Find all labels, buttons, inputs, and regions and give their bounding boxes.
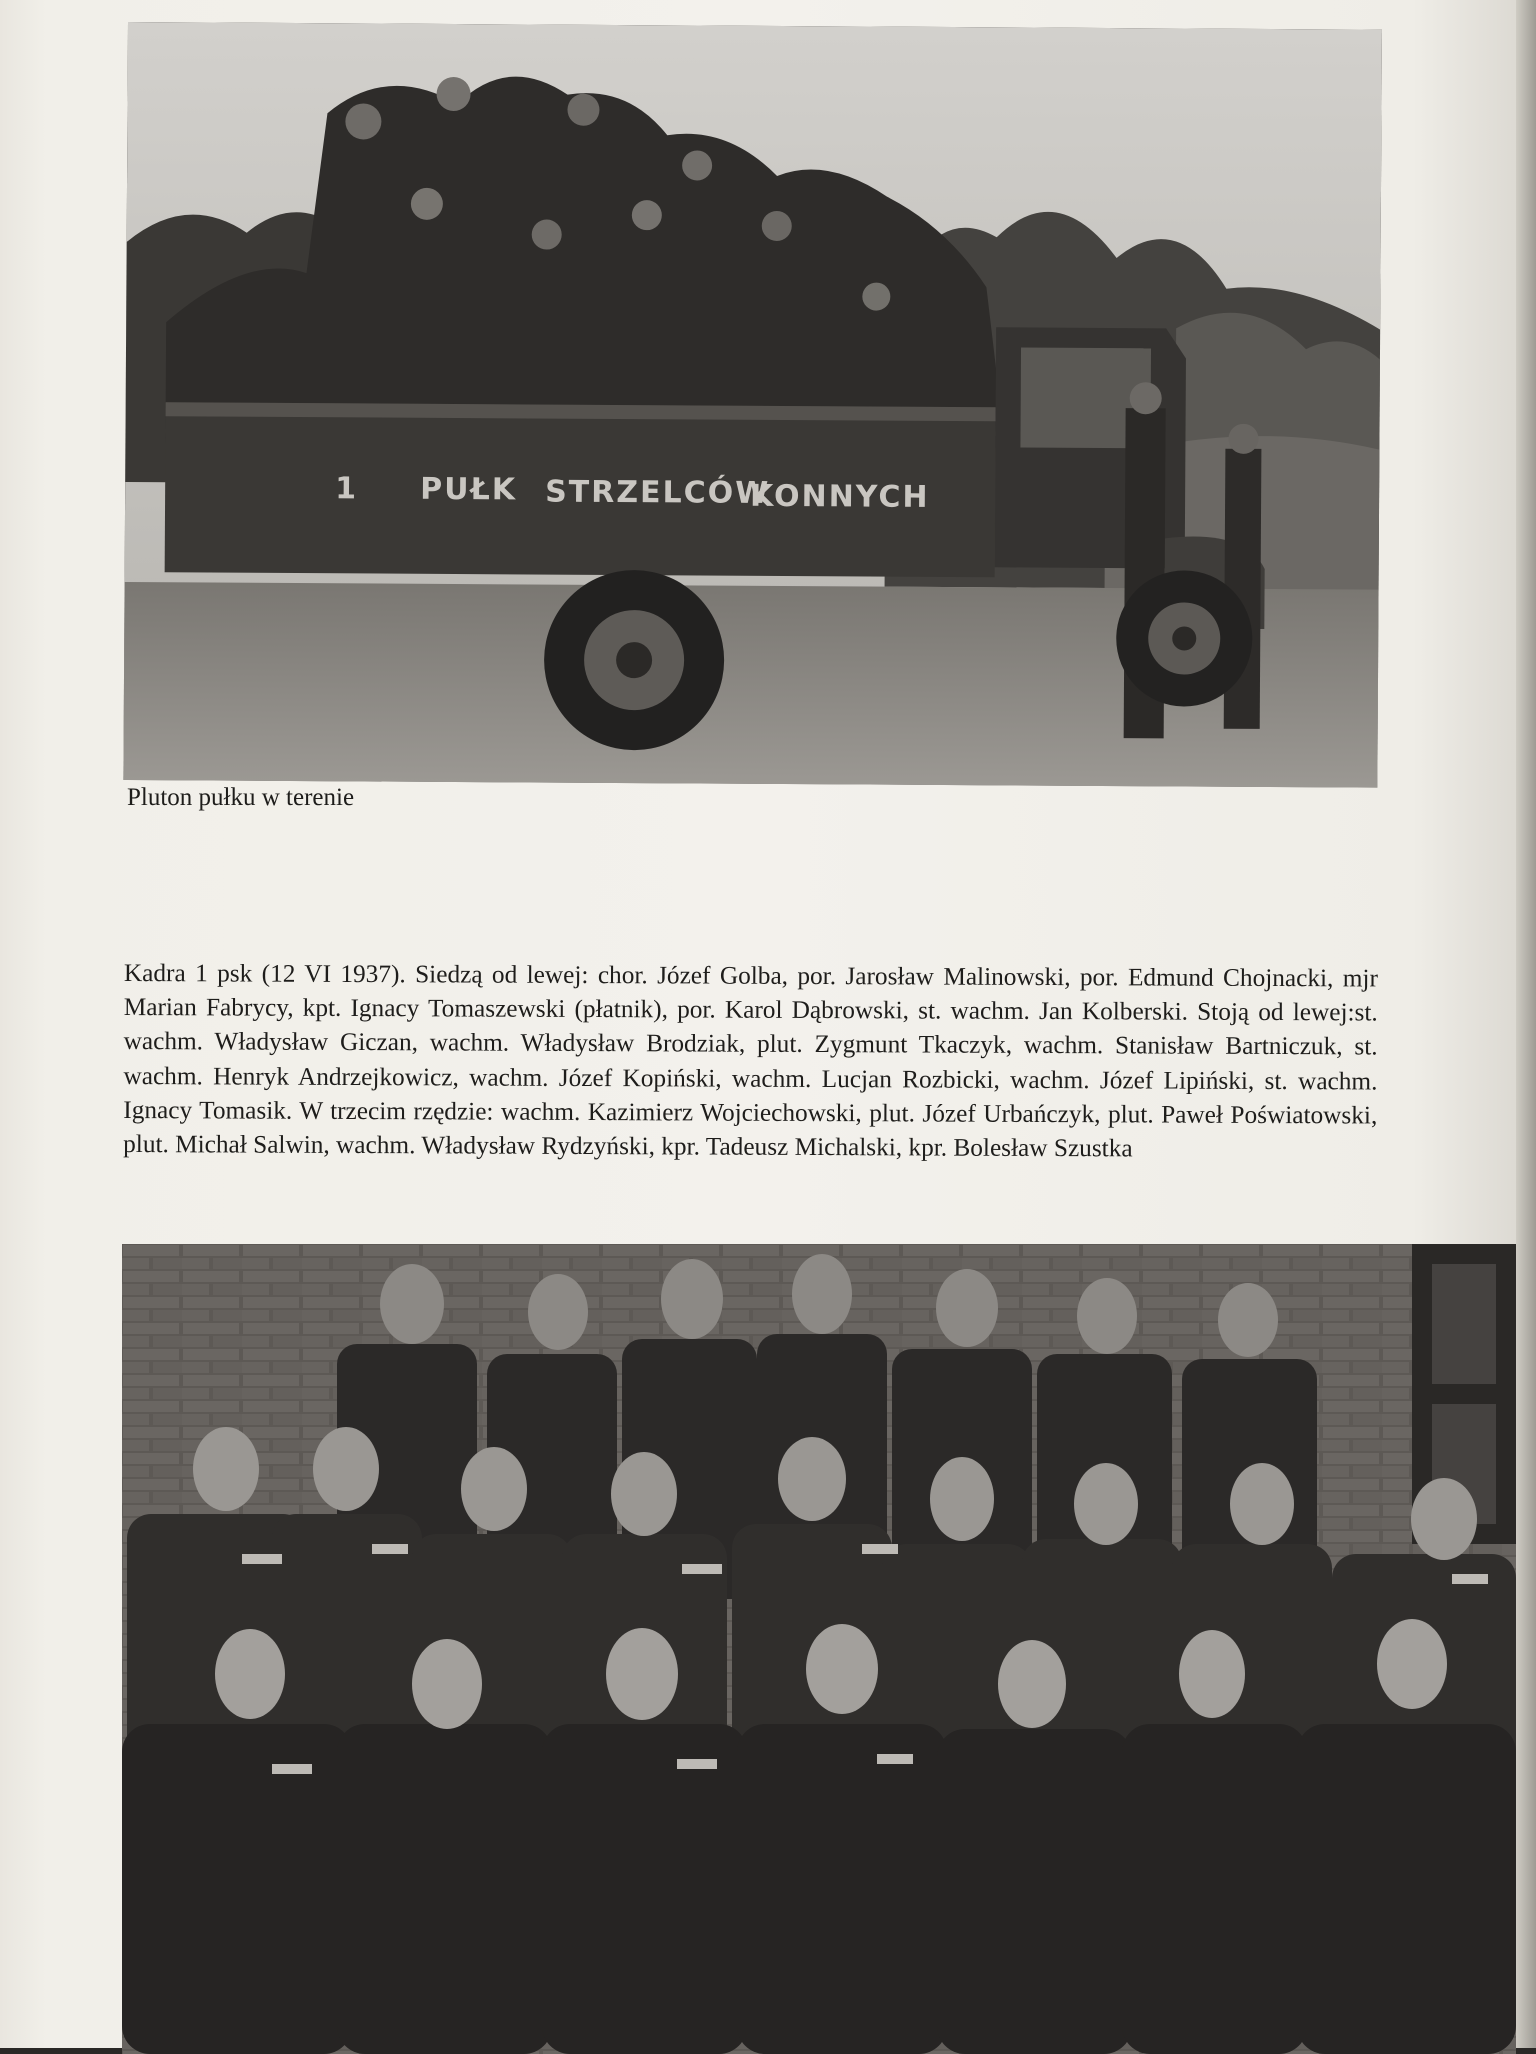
truck-photo bbox=[123, 22, 1382, 788]
group-photo-image bbox=[122, 1244, 1516, 2054]
page-edge bbox=[1516, 0, 1536, 2048]
truck-photo-caption: Pluton pułku w terenie bbox=[127, 784, 355, 811]
truck-label-word3: KONNYCH bbox=[750, 478, 930, 515]
group-photo-caption: Kadra 1 psk (12 VI 1937). Siedzą od lewej: chor. Józef Golba, por. Jarosław Malinowski, por. Edmund Chojnacki, mjr Marian Fabrycy, kpt. Ignacy Tomaszewski (płatnik), por. Karol Dąbrowski, st. wachm. Jan Kolberski. Stoją od lewej:st. wachm. Władysław Giczan, wachm. Władysław Brodziak, plut. Zygmunt Tkaczyk, wachm. Stanisław Bartniczuk, st. wachm. Henryk Andrzejkowicz, wachm. Józef Kopiński, wachm. Lucjan Rozbicki, wachm. Józef Lipiński, st. wachm. Ignacy Tomasik. W trzecim rzędzie: wachm. Kazimierz Wojciechowski, plut. Józef Urbańczyk, plut. Paweł Poświatowski, plut. Michał Salwin, wachm. Władysław Rydzyński, kpr. Tadeusz Michalski, kpr. Bolesław Szustka bbox=[123, 959, 1378, 1163]
truck-photo-image bbox=[123, 22, 1382, 788]
truck-label-number: 1 bbox=[335, 471, 359, 507]
truck-label-word2: STRZELCÓW bbox=[545, 474, 771, 511]
group-photo bbox=[122, 1244, 1516, 2054]
truck-label-word1: PUŁK bbox=[420, 471, 518, 508]
